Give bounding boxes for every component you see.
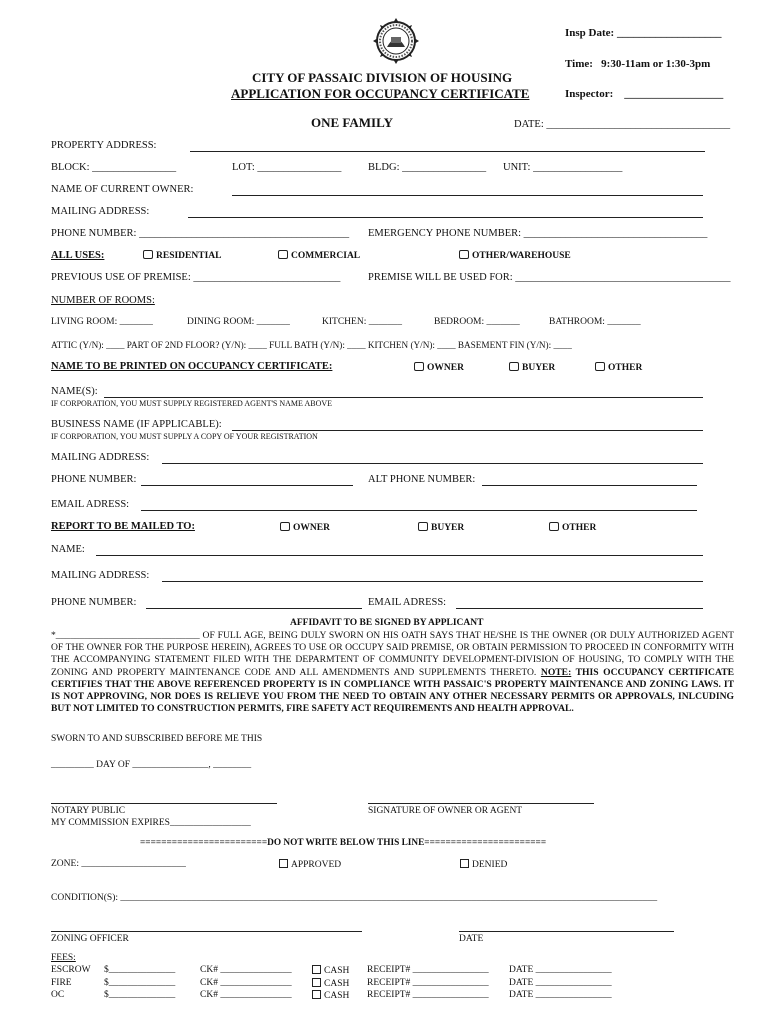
option-label: BUYER [431, 523, 465, 533]
option-label: CASH [324, 991, 350, 1001]
fee-date[interactable]: DATE ________________ [509, 965, 612, 975]
zone-field[interactable]: ZONE: ______________________ [51, 859, 186, 869]
owner-signature-label: SIGNATURE OF OWNER OR AGENT [368, 806, 523, 816]
conditions-field[interactable]: CONDITION(S): _________________________________________________________________________________________________________________ [51, 893, 658, 903]
use-commercial-option[interactable] [278, 250, 360, 262]
checkbox-icon[interactable] [460, 859, 469, 868]
fee-check[interactable]: CK# _______________ [200, 965, 292, 975]
all-uses-label: ALL USES: [51, 250, 105, 261]
do-not-write-divider: ========================DO NOT WRITE BELOW THIS LINE======================= [140, 838, 547, 848]
insp-date-blank: ___________________ [616, 27, 722, 39]
owner-mailing-label: MAILING ADDRESS: [51, 206, 150, 217]
inspector-field[interactable] [565, 88, 723, 101]
report-name-line[interactable] [96, 555, 703, 556]
emergency-phone-field[interactable]: EMERGENCY PHONE NUMBER: ___________________________________ [368, 228, 708, 239]
kitchen-field[interactable]: KITCHEN: _______ [322, 317, 402, 327]
report-email-label: EMAIL ADRESS: [368, 597, 447, 608]
lot-field[interactable]: LOT: ________________ [232, 162, 342, 173]
property-address-label: PROPERTY ADDRESS: [51, 140, 157, 151]
business-name-line[interactable] [232, 430, 703, 431]
option-label: OTHER [562, 523, 597, 533]
fee-date[interactable]: DATE ________________ [509, 990, 612, 1000]
cert-alt-phone-line[interactable] [482, 485, 697, 486]
affidavit-text: *______________________________ OF FULL AGE, BEING DULY SWORN ON HIS OATH SAYS THAT HE/SHE IS THE OWNER (OR DULY AUTHORIZED AGENT OF THE OWNER FOR THE PURPOSE HEREIN), AGREES TO USE OR OCCUPY SAID PREMISE, OR OBTAIN PERMISSION TO PROCEED IN CONFORMITY WITH THE ACCOMPANYING STATEMENT FILED WITH THE DEPARMTENT OF COMMUNITY DEVELOPMENT-DIVISION OF HOUSING, TO COMPLY WITH THE ZONING AND PROPERTY MAINTENANCE CODE AND ALL AMENDMENTS AND SUPPLEMENTS THERETO. [51, 630, 734, 678]
current-owner-line[interactable] [232, 195, 703, 196]
cert-other-option[interactable] [595, 362, 642, 374]
checkbox-icon[interactable] [278, 250, 288, 259]
unit-field[interactable]: UNIT: _________________ [503, 162, 623, 173]
report-mailed-label: REPORT TO BE MAILED TO: [51, 521, 195, 532]
fee-receipt[interactable]: RECEIPT# ________________ [367, 990, 489, 1000]
cert-buyer-option[interactable] [509, 362, 555, 374]
fee-type: OC [51, 990, 65, 1000]
fee-amount[interactable]: $______________ [104, 990, 176, 1000]
affidavit-title: AFFIDAVIT TO BE SIGNED BY APPLICANT [290, 618, 484, 628]
fee-check[interactable]: CK# _______________ [200, 990, 292, 1000]
report-buyer-option[interactable] [418, 522, 464, 534]
fees-label: FEES: [51, 953, 76, 963]
fee-amount[interactable]: $______________ [104, 965, 176, 975]
option-label: COMMERCIAL [291, 251, 361, 261]
fee-amount[interactable]: $______________ [104, 978, 176, 988]
cert-alt-phone-label: ALT PHONE NUMBER: [368, 474, 476, 485]
insp-date-field[interactable] [565, 27, 721, 40]
fee-cash-option[interactable] [312, 965, 349, 977]
living-room-field[interactable]: LIVING ROOM: _______ [51, 317, 153, 327]
insp-date-label: Insp Date: [565, 27, 615, 39]
checkbox-icon[interactable] [312, 990, 321, 999]
checkbox-icon[interactable] [595, 362, 605, 371]
report-owner-option[interactable] [280, 522, 330, 534]
checkbox-icon[interactable] [143, 250, 153, 259]
owner-phone-field[interactable]: PHONE NUMBER: ________________________________________ [51, 228, 350, 239]
fee-check[interactable]: CK# _______________ [200, 978, 292, 988]
report-name-label: NAME: [51, 544, 85, 555]
cert-email-label: EMAIL ADRESS: [51, 499, 130, 510]
approved-option[interactable] [279, 859, 341, 871]
report-mailing-line[interactable] [162, 581, 703, 582]
option-label: CASH [324, 979, 350, 989]
city-title: CITY OF PASSAIC DIVISION OF HOUSING [252, 70, 513, 85]
option-label: BUYER [522, 363, 556, 373]
owner-signature-line[interactable] [368, 803, 594, 804]
checkbox-icon[interactable] [509, 362, 519, 371]
fee-receipt[interactable]: RECEIPT# ________________ [367, 978, 489, 988]
property-address-line[interactable] [190, 151, 705, 152]
option-label: OTHER [608, 363, 643, 373]
fee-cash-option[interactable] [312, 978, 349, 990]
option-label: DENIED [472, 860, 508, 870]
cert-mailing-line[interactable] [162, 463, 703, 464]
option-label: OWNER [427, 363, 464, 373]
cert-email-line[interactable] [141, 510, 697, 511]
fee-date[interactable]: DATE ________________ [509, 978, 612, 988]
option-label: CASH [324, 966, 350, 976]
cert-phone-line[interactable] [141, 485, 353, 486]
officer-date-label: DATE [459, 934, 484, 944]
use-other-warehouse-option[interactable] [459, 250, 571, 262]
business-note: IF CORPORATION, YOU MUST SUPPLY A COPY OF YOUR REGISTRATION [51, 432, 318, 441]
inspector-label: Inspector: [565, 88, 614, 100]
dining-room-field[interactable]: DINING ROOM: _______ [187, 317, 290, 327]
room-extras-field[interactable]: ATTIC (Y/N): ____ PART OF 2ND FLOOR? (Y/N): ____ FULL BATH (Y/N): ____ KITCHEN (Y/N): ____ BASEMENT FIN (Y/N): ____ [51, 340, 572, 350]
checkbox-icon[interactable] [312, 965, 321, 974]
time-field [565, 58, 710, 71]
business-name-label: BUSINESS NAME (IF APPLICABLE): [51, 419, 222, 430]
bedroom-field[interactable]: BEDROOM: _______ [434, 317, 520, 327]
bathroom-field[interactable]: BATHROOM: _______ [549, 317, 641, 327]
option-label: APPROVED [291, 860, 342, 870]
names-label: NAME(S): [51, 386, 98, 397]
owner-mailing-line[interactable] [188, 217, 703, 218]
report-email-line[interactable] [456, 608, 703, 609]
time-value: 9:30-11am or 1:30-3pm [601, 58, 711, 70]
cert-owner-option[interactable] [414, 362, 464, 374]
notary-signature-line[interactable] [51, 803, 277, 804]
checkbox-icon[interactable] [459, 250, 469, 259]
commission-expires-field[interactable]: MY COMMISSION EXPIRES_________________ [51, 818, 251, 828]
fee-type: FIRE [51, 978, 72, 988]
previous-use-field[interactable]: PREVIOUS USE OF PREMISE: ____________________________ [51, 272, 341, 283]
checkbox-icon[interactable] [549, 522, 559, 531]
report-mailing-label: MAILING ADDRESS: [51, 570, 150, 581]
family-type: ONE FAMILY [311, 115, 393, 130]
affidavit-body [51, 630, 734, 715]
report-phone-line[interactable] [146, 608, 362, 609]
block-field[interactable]: BLOCK: ________________ [51, 162, 177, 173]
cert-phone-label: PHONE NUMBER: [51, 474, 137, 485]
zoning-officer-label: ZONING OFFICER [51, 934, 129, 944]
report-phone-label: PHONE NUMBER: [51, 597, 137, 608]
officer-date-line[interactable] [459, 931, 674, 932]
fee-receipt[interactable]: RECEIPT# ________________ [367, 965, 489, 975]
time-label: Time: [565, 58, 593, 70]
cert-mailing-label: MAILING ADDRESS: [51, 452, 150, 463]
checkbox-icon[interactable] [279, 859, 288, 868]
denied-option[interactable] [460, 859, 507, 871]
checkbox-icon[interactable] [418, 522, 428, 531]
use-residential-option[interactable] [143, 250, 221, 262]
affidavit-note-label: NOTE: [540, 666, 572, 678]
names-note: IF CORPORATION, YOU MUST SUPPLY REGISTERED AGENT'S NAME ABOVE [51, 399, 333, 408]
sworn-text: SWORN TO AND SUBSCRIBED BEFORE ME THIS [51, 734, 263, 744]
report-other-option[interactable] [549, 522, 596, 534]
city-seal-logo [372, 17, 420, 65]
premise-use-field[interactable]: PREMISE WILL BE USED FOR: _________________________________________ [368, 272, 731, 283]
application-title: APPLICATION FOR OCCUPANCY CERTIFICATE [231, 86, 530, 101]
inspector-blank: __________________ [624, 88, 724, 100]
names-line[interactable] [104, 397, 703, 398]
checkbox-icon[interactable] [414, 362, 424, 371]
bldg-field[interactable]: BLDG: ________________ [368, 162, 487, 173]
current-owner-label: NAME OF CURRENT OWNER: [51, 184, 194, 195]
checkbox-icon[interactable] [312, 978, 321, 987]
fee-type: ESCROW [51, 965, 91, 975]
checkbox-icon[interactable] [280, 522, 290, 531]
option-label: OTHER/WAREHOUSE [472, 251, 571, 261]
fee-cash-option[interactable] [312, 990, 349, 1002]
notary-public-label: NOTARY PUBLIC [51, 806, 126, 816]
certificate-name-label: NAME TO BE PRINTED ON OCCUPANCY CERTIFICATE: [51, 361, 333, 372]
option-label: OWNER [293, 523, 330, 533]
date-field[interactable]: DATE: ___________________________________ [514, 119, 731, 130]
zoning-officer-line[interactable] [51, 931, 362, 932]
number-of-rooms-label: NUMBER OF ROOMS: [51, 295, 155, 306]
day-of-field[interactable]: _________ DAY OF ________________, ________ [51, 760, 252, 770]
affidavit-note-text: THIS OCCUPANCY CERTIFICATE CERTIFIES THAT THE ABOVE REFERENCED PROPERTY IS IN COMPLIANCE WITH PASSAIC'S PROPERTY MAINTENANCE AND ZONING LAWS. IT IS NOT APPROVING, NOR DOES IS RELIEVE YOU FROM THE NEED TO OBTAIN ANY OTHER NECESSARY PERMITS OR APPROVALS, INLCUDING BUT NOT LIMITED TO CONSTRUCTION PERMITS, FIRE SAFETY ACT REQUIREMENTS AND HEALTH APPROVAL. [51, 666, 735, 715]
option-label: RESIDENTIAL [156, 251, 222, 261]
